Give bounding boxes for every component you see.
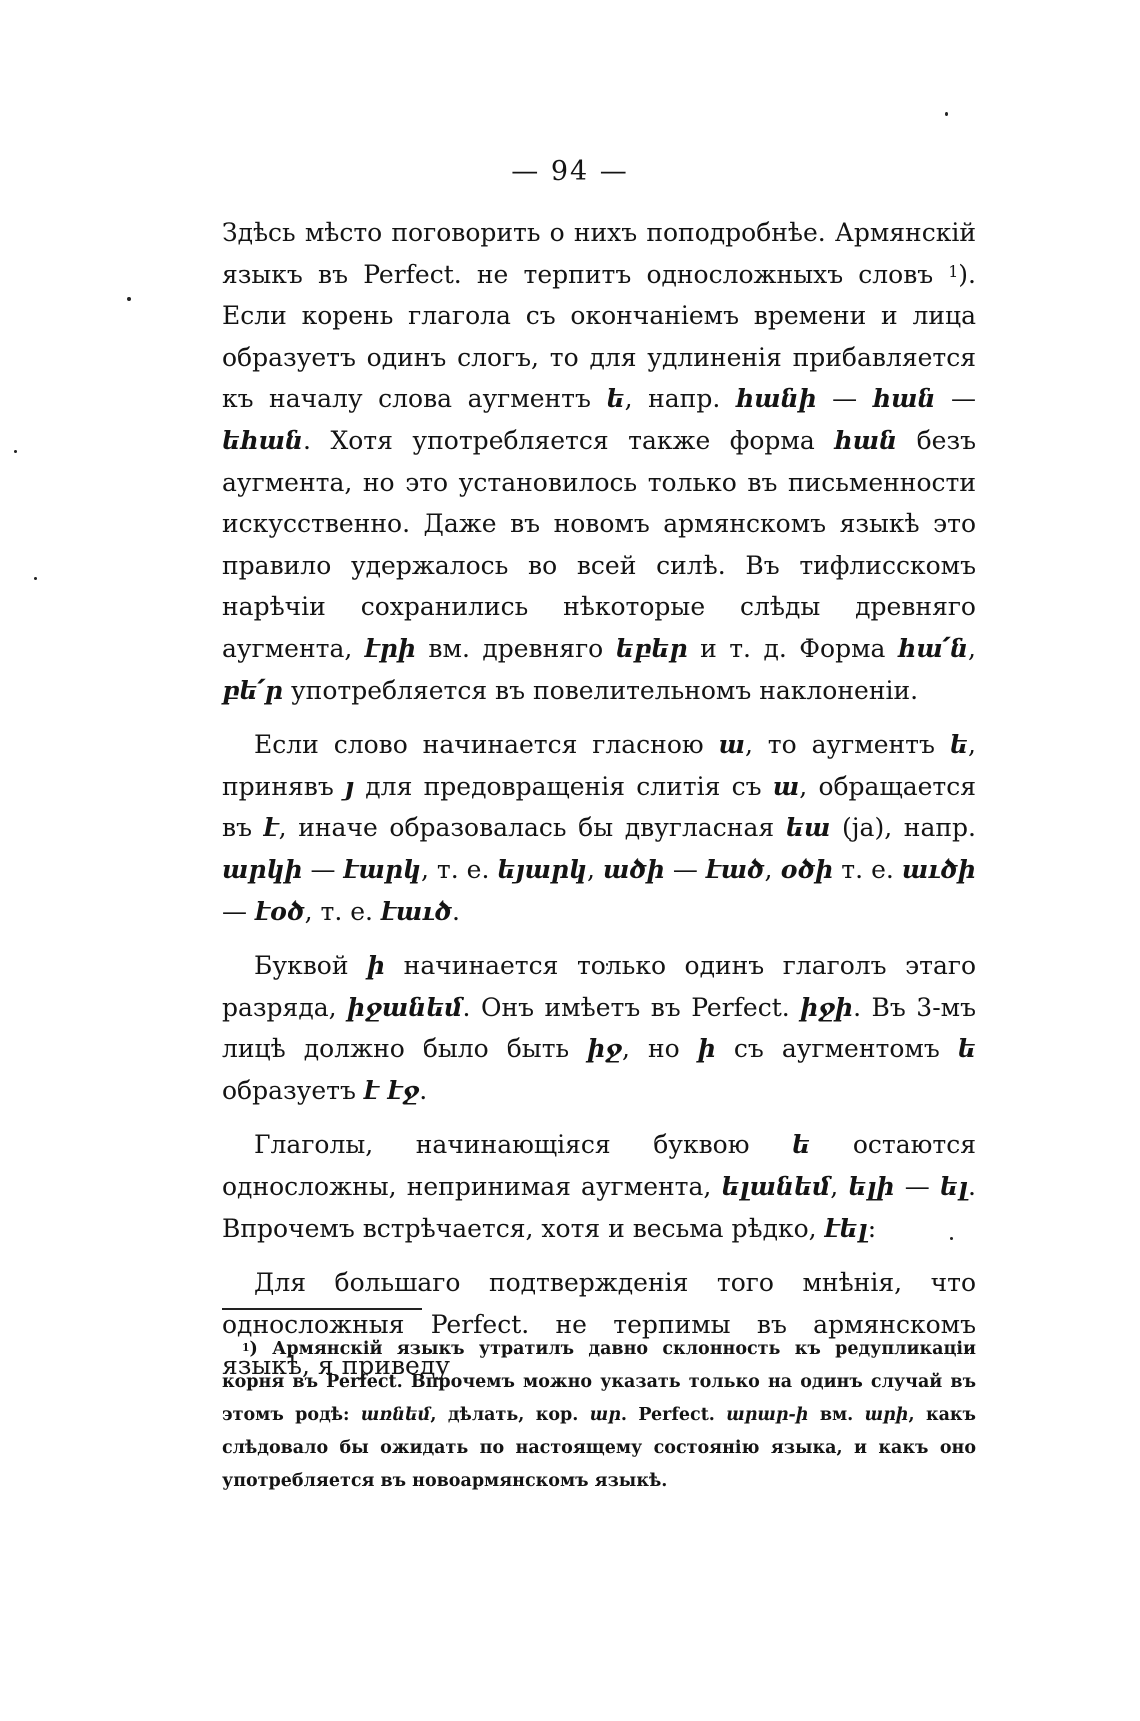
armenian-word: ա [772,771,800,801]
armenian-word: արկի [222,854,303,884]
armenian-word: էարկ [343,854,421,884]
armenian-word: է էջ [363,1075,420,1105]
armenian-word: եհան [222,425,303,455]
footnote [222,1333,976,1498]
armenian-word: ե [949,730,969,760]
text-run: , т. е. [304,896,381,926]
text-run: , дѣлать, кор. [430,1405,590,1425]
armenian-word: ե [792,1130,811,1160]
scan-speck [127,297,131,301]
armenian-word: օծի [780,854,834,884]
text-run: Буквой [254,951,368,981]
text-run: , обращается въ [222,771,976,843]
text-run: , то аугментъ [744,730,950,760]
armenian-word: ելանեմ [721,1172,831,1202]
armenian-word: հան [834,425,898,455]
text-run: . Въ 3-мъ лицѣ должно было быть [222,992,977,1064]
text-run: вм. [808,1405,865,1425]
text-run: . Онъ имѣетъ въ Perfect. [462,992,801,1022]
armenian-word: էաւծ [380,896,452,926]
text-run: . Perfect. [620,1405,727,1425]
armenian-word: էել [824,1213,868,1243]
armenian-word: եյարկ [497,854,588,884]
armenian-word: ելի [848,1172,895,1202]
scan-speck [14,450,17,453]
armenian-word: առնեմ [360,1405,431,1425]
text-run: Для большаго подтвержденія того мнѣнія, что односложныя Perfect. не терпимы въ армянскомъ языкѣ, я приведу [222,1268,976,1381]
armenian-word: հան [872,384,936,414]
text-run: , но [622,1034,698,1064]
text-run: , т. е. [420,854,498,884]
text-run: , принявъ [222,730,976,801]
text-run: — [302,854,344,884]
text-run: , [764,854,781,884]
armenian-word: բե՛ր [222,675,283,705]
armenian-word: ե [957,1034,976,1064]
text-run: ։ [867,1213,877,1243]
paragraph [222,724,976,932]
armenian-word: յ [345,771,355,801]
armenian-word: էած [705,854,765,884]
text-run: Глаголы, начинающіяся буквою [254,1130,793,1160]
armenian-word: էօծ [254,896,305,926]
armenian-word: ածի [602,854,665,884]
armenian-word: իջի [800,992,854,1022]
text-run: употребляется въ повелительномъ наклоненіи. [283,675,919,705]
body-text [222,212,976,1387]
armenian-word: իջ [587,1034,623,1064]
text-run: Если слово начинается гласною [254,730,719,760]
text-run: , [830,1172,849,1202]
text-run: — [664,854,706,884]
armenian-word: հանի [735,384,817,414]
armenian-word: ել [939,1172,969,1202]
armenian-word: աւծի [901,854,976,884]
text-run: . Хотя употребляется также форма [302,425,835,455]
armenian-word: է [263,813,279,843]
armenian-word: հա՛ն [897,633,969,663]
armenian-word: իջանեմ [347,992,463,1022]
scan-speck [34,577,37,580]
text-run: , какъ слѣдовало бы ожидать по настоящему состоянію языка, и какъ оно употребляется въ новоармянскомъ языкѣ. [222,1405,976,1491]
footnote-divider [222,1308,422,1310]
paragraph [222,945,976,1111]
footnote-marker: 1 [948,262,959,281]
text-run: — [894,1172,940,1202]
text-run: , напр. [624,384,736,414]
armenian-word: ի [367,951,386,981]
text-run: ). Если корень глагола съ окончаніемъ времени и лица образуетъ одинъ слогъ, то для удлиненія прибавляется къ началу слова аугментъ [222,259,976,414]
text-run: вм. древняго [415,633,616,663]
text-run: остаются односложны, непринимая аугмента, [222,1130,976,1202]
paragraph [222,1124,976,1249]
page-number: — 94 — [511,156,629,187]
armenian-word: արի [864,1405,909,1425]
text-run: для предовращенія слитія съ [354,771,773,801]
text-run: начинается только одинъ глаголъ этаго разряда, [222,951,976,1022]
text-run: . [451,896,460,926]
text-run: (ja), напр. [830,813,976,843]
text-run: съ аугментомъ [715,1034,958,1064]
text-run: Здѣсь мѣсто поговорить о нихъ поподробнѣе. Армянскій языкъ въ Perfect. не терпитъ односложныхъ словъ [222,218,976,289]
text-run: — [816,384,873,414]
armenian-word: եա [785,813,831,843]
armenian-word: ար [589,1405,621,1425]
text-run: , [968,633,976,663]
text-run: безъ аугмента, но это установилось только въ письменности искусственно. Даже въ новомъ армянскомъ языкѣ это правило удержалось во всей силѣ. Въ тифлисскомъ нарѣчіи сохранились нѣкоторые слѣды древняго аугмента, [222,425,976,663]
text-run: т. е. [833,854,902,884]
text-run: — [935,384,976,414]
armenian-word: եբեր [615,633,688,663]
footnote-marker: 1 [242,1341,250,1354]
text-run: , иначе образовалась бы двугласная [278,813,786,843]
armenian-word: ե [606,384,625,414]
text-run: образуетъ [222,1075,364,1105]
text-run: ) Армянскій языкъ утратилъ давно склонность къ редупликаціи корня въ Perfect. Впрочемъ можно указать только на одинъ случай въ этомъ родѣ: [222,1339,976,1425]
armenian-word: ա [718,730,745,760]
text-run: , [587,854,603,884]
text-run: . [419,1075,428,1105]
text-run: . Впрочемъ встрѣчается, хотя и весьма рѣдко, [222,1172,976,1243]
armenian-word: արար-ի [726,1405,809,1425]
scan-speck [945,112,948,116]
armenian-word: էրի [364,633,416,663]
paragraph [222,212,976,711]
armenian-word: ի [697,1034,716,1064]
text-run: и т. д. Форма [687,633,898,663]
text-run: — [222,896,255,926]
